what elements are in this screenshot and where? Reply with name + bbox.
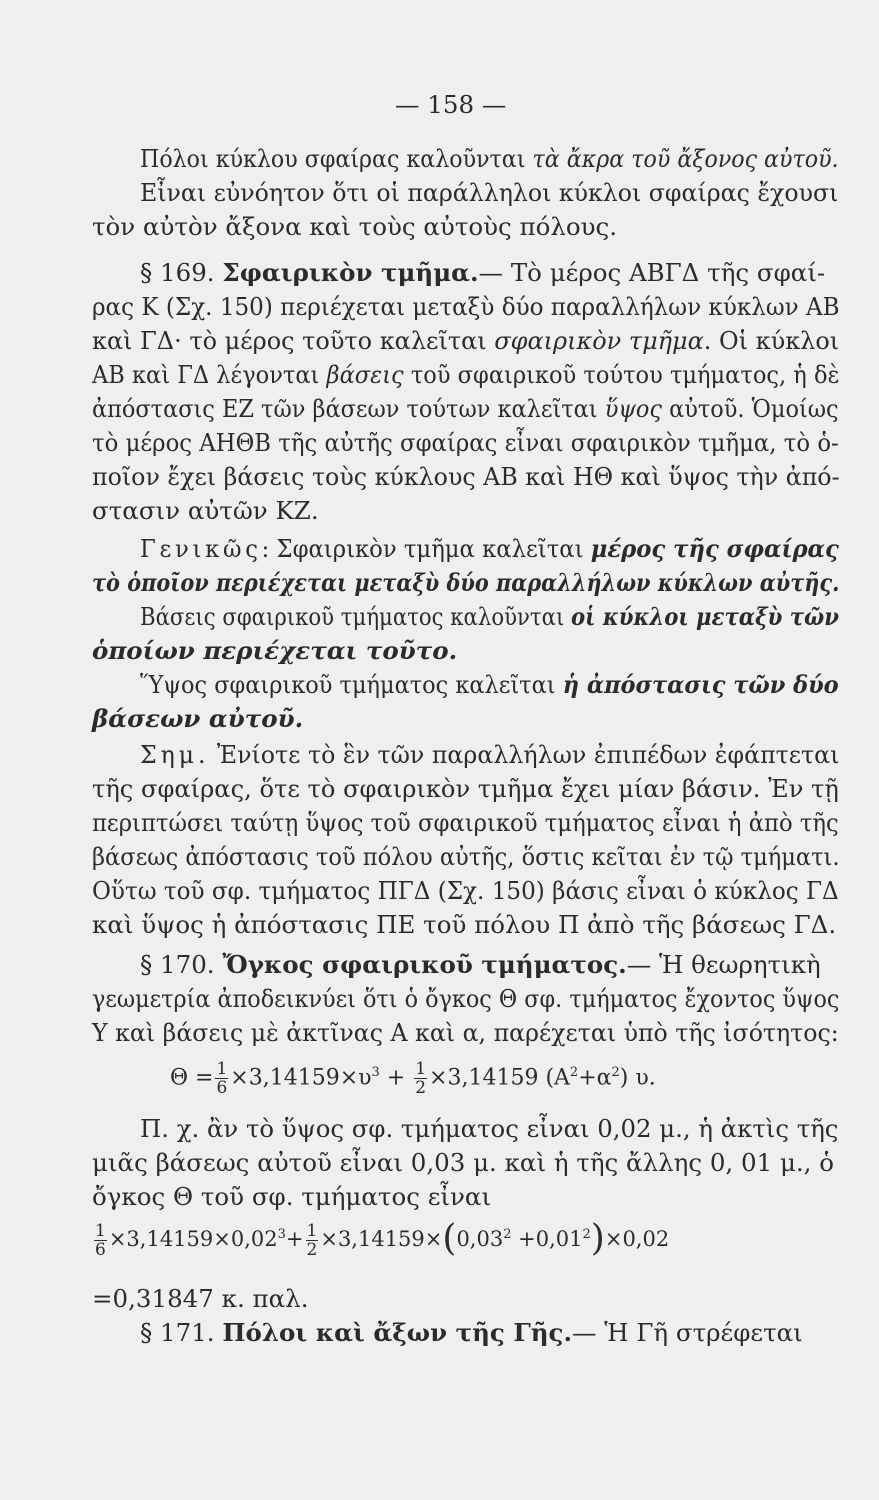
text-line: τὸ μέρος ΑΗΘΒ τῆς αὐτῆς σφαίρας εἶναι σφαιρικὸν τμῆμα, τὸ ὁ- bbox=[92, 428, 839, 457]
text-line: Υ καὶ βάσεις μὲ ἀκτῖνας Α καὶ α, παρέχεται ὑπὸ τῆς ἰσότητος: bbox=[92, 1018, 839, 1047]
text-line: ὁποίων περιέχεται τοῦτο. bbox=[92, 636, 458, 665]
fraction bbox=[306, 1222, 319, 1259]
right-paren: ) bbox=[590, 1218, 605, 1259]
numerator: 1 bbox=[306, 1221, 318, 1241]
plus-sign: + bbox=[285, 1227, 304, 1251]
left-paren: ( bbox=[442, 1218, 457, 1259]
text-line: τὸ ὁποῖον περιέχεται μεταξὺ δύο παραλλήλων κύκλων αὐτῆς. bbox=[92, 568, 840, 597]
exponent: 3 bbox=[277, 1227, 286, 1242]
numerator: 1 bbox=[95, 1221, 106, 1241]
text-line bbox=[140, 142, 839, 176]
text-line: καὶ ὕψος ἡ ἀπόστασις ΠΕ τοῦ πόλου Π ἀπὸ τῆς βάσεως ΓΔ. bbox=[92, 910, 837, 939]
text: — Τὸ μέρος ΑΒΓΔ τῆς σφαί- bbox=[478, 258, 826, 287]
text-line: γεωμετρία ἀποδεικνύει ὅτι ὁ ὄγκος Θ σφ. τμήματος ἔχοντος ὕψος bbox=[92, 984, 840, 1013]
spaced-term: Γενικῶς bbox=[140, 534, 262, 563]
fraction bbox=[94, 1222, 107, 1259]
italic-term: ἡ ἀπόστασις τῶν δύο bbox=[562, 670, 839, 699]
text-line: βάσεων αὐτοῦ. bbox=[92, 704, 304, 733]
fraction bbox=[215, 1060, 228, 1097]
formula-term: +α bbox=[578, 1065, 612, 1091]
text: αὐτοῦ. Ὁμοίως bbox=[661, 394, 839, 423]
text: ΑΒ καὶ ΓΔ λέγονται bbox=[92, 360, 327, 389]
exponent: 3 bbox=[371, 1065, 380, 1081]
section-number: § 170. bbox=[140, 950, 223, 979]
denominator: 6 bbox=[95, 1240, 106, 1260]
formula-term: ×0,02 bbox=[604, 1227, 670, 1251]
italic-term: οἱ κύκλοι μεταξὺ τῶν bbox=[571, 602, 839, 631]
denominator: 6 bbox=[216, 1078, 228, 1098]
text: Ἐνίοτε τὸ ἓν τῶν παραλλήλων ἐπιπέδων ἐφάπτεται bbox=[209, 740, 840, 769]
text-line: τῆς σφαίρας, ὅτε τὸ σφαιρικὸν τμῆμα ἔχει μίαν βάσιν. Ἐν τῇ bbox=[92, 774, 839, 803]
spaced-term: Σημ. bbox=[140, 740, 210, 769]
exponent: 2 bbox=[569, 1065, 579, 1081]
text: — Ἡ θεωρητικὴ bbox=[626, 950, 821, 979]
numerator: 1 bbox=[415, 1059, 427, 1079]
page-number: — 158 — bbox=[395, 90, 507, 119]
text-line bbox=[92, 324, 839, 358]
section-number: § 171. bbox=[140, 1318, 223, 1347]
section-number: § 169. bbox=[140, 258, 223, 287]
formula-example bbox=[92, 1218, 670, 1260]
text-line bbox=[92, 392, 839, 426]
formula-term: ×3,14159× bbox=[320, 1227, 443, 1251]
denominator: 2 bbox=[415, 1078, 427, 1098]
numerator: 1 bbox=[216, 1059, 228, 1079]
text-line: Οὕτω τοῦ σφ. τμήματος ΠΓΔ (Σχ. 150) βάσις εἶναι ὁ κύκλος ΓΔ bbox=[92, 876, 839, 905]
text: . Οἱ κύκλοι bbox=[703, 326, 840, 355]
text-line: =0,31847 κ. παλ. bbox=[92, 1284, 309, 1313]
exponent: 2 bbox=[611, 1065, 620, 1081]
text: — Ἡ Γῆ στρέφεται bbox=[572, 1318, 803, 1347]
text: Ὕψος σφαιρικοῦ τμήματος καλεῖται bbox=[140, 670, 563, 699]
text: τοῦ σφαιρικοῦ τούτου τμήματος, ἡ δὲ bbox=[403, 360, 840, 389]
text-line: βάσεως ἀπόστασις τοῦ πόλου αὐτῆς, ὅστις κεῖται ἐν τῷ τμήματι. bbox=[92, 842, 840, 871]
plus-sign: + bbox=[379, 1065, 413, 1091]
italic-term: ὕψος bbox=[604, 394, 662, 423]
text-line bbox=[140, 600, 839, 634]
formula-term: ×3,14159×0,02 bbox=[108, 1227, 278, 1251]
text-line: μιᾶς βάσεως αὐτοῦ εἶναι 0,03 μ. καὶ ἡ τῆς ἄλλης 0, 01 μ., ὁ bbox=[92, 1148, 834, 1177]
exponent: 2 bbox=[582, 1227, 591, 1242]
denominator: 2 bbox=[306, 1240, 318, 1260]
formula-lhs: Θ = bbox=[170, 1065, 214, 1091]
formula-term: ×3,14159 (Α bbox=[429, 1065, 570, 1091]
formula-term: ) υ. bbox=[619, 1065, 656, 1091]
text-line bbox=[92, 358, 840, 392]
text-line bbox=[140, 738, 839, 772]
italic-term: βάσεις bbox=[326, 360, 404, 389]
italic-term: τὰ ἄκρα τοῦ ἄξονος αὐτοῦ. bbox=[532, 144, 839, 173]
text: καὶ ΓΔ· τὸ μέρος τοῦτο καλεῖται bbox=[92, 326, 495, 355]
italic-term: μέρος τῆς σφαίρας bbox=[590, 534, 839, 563]
italic-term: σφαιρικὸν τμῆμα bbox=[494, 326, 704, 355]
text-line: ὄγκος Θ τοῦ σφ. τμήματος εἶναι bbox=[92, 1182, 492, 1211]
section-heading-170 bbox=[140, 948, 821, 982]
text-line: περιπτώσει ταύτῃ ὕψος τοῦ σφαιρικοῦ τμήματος εἶναι ἡ ἀπὸ τῆς bbox=[92, 808, 839, 837]
section-heading-171 bbox=[140, 1316, 803, 1350]
text-line: ποῖον ἔχει βάσεις τοὺς κύκλους ΑΒ καὶ ΗΘ καὶ ὕψος τὴν ἀπό- bbox=[92, 462, 840, 491]
text: ἀπόστασις ΕΖ τῶν βάσεων τούτων καλεῖται bbox=[92, 394, 605, 423]
text-line bbox=[140, 532, 839, 566]
section-title: Πόλοι καὶ ἄξων τῆς Γῆς. bbox=[222, 1318, 572, 1347]
formula-term: +0,01 bbox=[511, 1227, 583, 1251]
fraction bbox=[414, 1060, 427, 1097]
text: Πόλοι κύκλου σφαίρας καλοῦνται bbox=[140, 144, 533, 173]
section-title: Σφαιρικὸν τμῆμα. bbox=[222, 258, 479, 287]
text-line: στασιν αὐτῶν ΚΖ. bbox=[92, 496, 319, 525]
formula-term: 0,03 bbox=[456, 1227, 504, 1251]
text-line: τὸν αὐτὸν ἄξονα καὶ τοὺς αὐτοὺς πόλους. bbox=[92, 212, 618, 241]
formula-term: ×3,14159×υ bbox=[230, 1065, 372, 1091]
text: Βάσεις σφαιρικοῦ τμήματος καλοῦνται bbox=[140, 602, 572, 631]
section-title: Ὄγκος σφαιρικοῦ τμήματος. bbox=[222, 950, 627, 979]
text-line bbox=[140, 668, 839, 702]
formula-volume bbox=[170, 1060, 656, 1097]
text-line: Π. χ. ἂν τὸ ὕψος σφ. τμήματος εἶναι 0,02 μ., ἡ ἀκτὶς τῆς bbox=[140, 1114, 839, 1143]
section-heading-169 bbox=[140, 256, 825, 290]
text-line: ρας Κ (Σχ. 150) περιέχεται μεταξὺ δύο παραλλήλων κύκλων ΑΒ bbox=[92, 292, 840, 321]
text: : Σφαιρικὸν τμῆμα καλεῖται bbox=[261, 534, 591, 563]
text-line: Εἶναι εὐνόητον ὅτι οἱ παράλληλοι κύκλοι σφαίρας ἔχουσι bbox=[140, 178, 839, 207]
exponent: 2 bbox=[503, 1227, 512, 1242]
